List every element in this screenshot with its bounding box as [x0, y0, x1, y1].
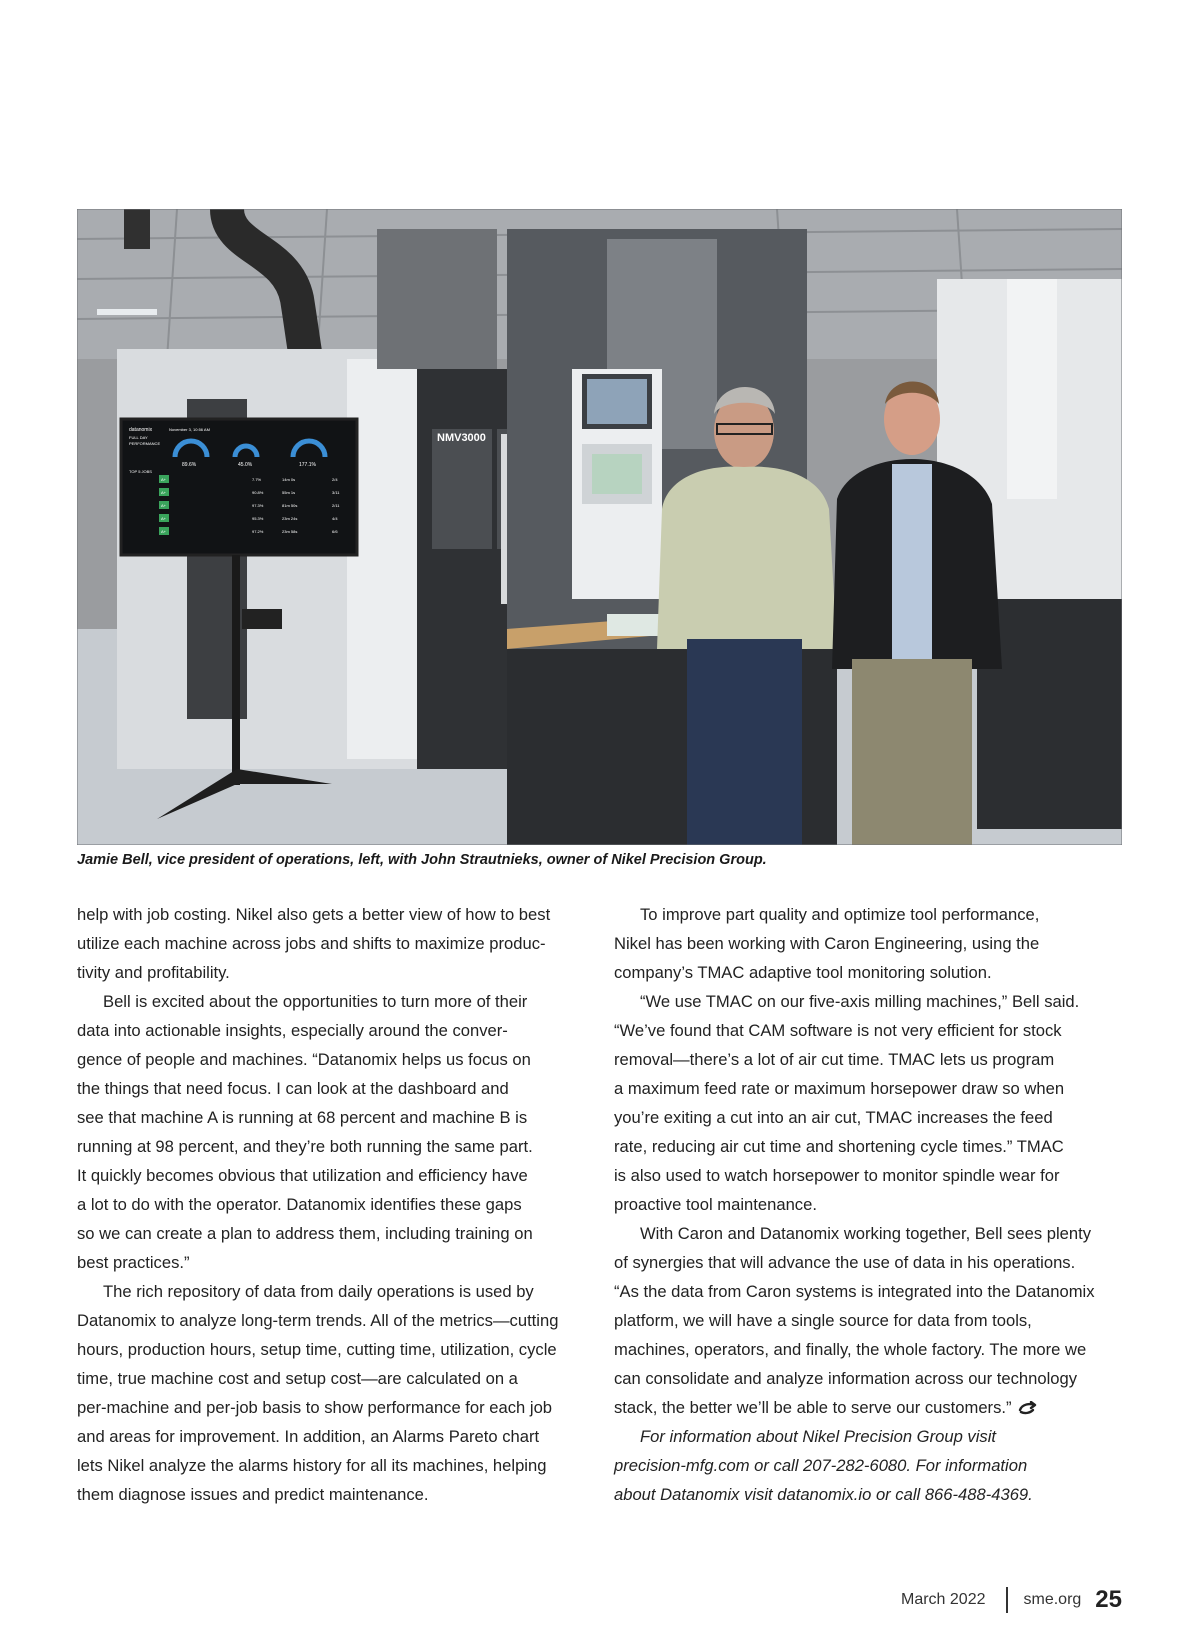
text-line: a maximum feed rate or maximum horsepower draw so when: [614, 1079, 1065, 1098]
dashboard-performance: PERFORMANCE: [129, 441, 161, 446]
gauge-1-value: 89.6%: [182, 462, 197, 468]
text-line: It quickly becomes obvious that utilization and efficiency have: [77, 1166, 528, 1185]
row-count: 3/11: [332, 490, 340, 495]
text-line: proactive tool maintenance.: [614, 1195, 817, 1214]
text-line-with-end-mark: [614, 1393, 1124, 1422]
row-time: 14m 0s: [282, 477, 296, 482]
dashboard-date: November 3, 10:56 AM: [169, 427, 210, 432]
text-line: With Caron and Datanomix working together, Bell sees plenty: [640, 1224, 1092, 1243]
text-line: Bell is excited about the opportunities to turn more of their: [103, 992, 528, 1011]
page-number: 25: [1095, 1586, 1122, 1613]
text-line: best practices.”: [77, 1253, 190, 1272]
row-time: 23m 58s: [282, 529, 298, 534]
page-footer: [901, 1585, 1122, 1615]
row-value: 97.3%: [252, 503, 264, 508]
row-count: 2/4: [332, 477, 338, 482]
machine-label: NMV3000: [437, 432, 486, 444]
gauge-2-value: 45.0%: [238, 462, 253, 468]
row-value: 95.3%: [252, 516, 264, 521]
sme-end-mark-icon: [1018, 1395, 1038, 1424]
article-left-column: [77, 900, 587, 1509]
article-right-column: [614, 900, 1124, 1509]
text-line: removal—there’s a lot of air cut time. TMAC lets us program: [614, 1050, 1055, 1069]
text-line: stack, the better we’ll be able to serve our customers.”: [614, 1398, 1012, 1417]
row-value: 7.7%: [252, 477, 262, 482]
row-value: 97.2%: [252, 529, 264, 534]
text-line: Datanomix to analyze long-term trends. All of the metrics—cutting: [77, 1311, 559, 1330]
text-line: see that machine A is running at 68 percent and machine B is: [77, 1108, 528, 1127]
dashboard-top-jobs: TOP 5 JOBS: [129, 469, 152, 474]
text-line: time, true machine cost and setup cost—are calculated on a: [77, 1369, 518, 1388]
site-name: sme.org: [1023, 1591, 1082, 1608]
row-count: 4/4: [332, 516, 338, 521]
text-line: you’re exiting a cut into an air cut, TMAC increases the feed: [614, 1108, 1053, 1127]
text-line: To improve part quality and optimize tool performance,: [640, 905, 1040, 924]
text-line: help with job costing. Nikel also gets a better view of how to best: [77, 905, 551, 924]
row-grade: A+: [161, 490, 167, 495]
issue-date: March 2022: [901, 1591, 986, 1608]
factory-photo-illustration: [77, 209, 1122, 845]
article-photo: [77, 209, 1122, 845]
text-line: For information about Nikel Precision Group visit: [640, 1427, 996, 1446]
footer-divider: [1006, 1587, 1008, 1613]
row-time: 23m 24s: [282, 516, 298, 521]
dashboard-full-day: FULL DAY: [129, 435, 148, 440]
dashboard-brand: datanomix: [129, 427, 153, 433]
text-line: gence of people and machines. “Datanomix helps us focus on: [77, 1050, 531, 1069]
text-line: “We’ve found that CAM software is not very efficient for stock: [614, 1021, 1062, 1040]
row-time: 55m 1s: [282, 490, 296, 495]
text-line: hours, production hours, setup time, cutting time, utilization, cycle: [77, 1340, 557, 1359]
text-line: of synergies that will advance the use of data in his operations.: [614, 1253, 1076, 1272]
text-line: precision-mfg.com or call 207-282-6080. For information: [614, 1456, 1028, 1475]
row-grade: A+: [161, 516, 167, 521]
text-line: about Datanomix visit datanomix.io or call 866-488-4369.: [614, 1485, 1033, 1504]
text-line: and areas for improvement. In addition, an Alarms Pareto chart: [77, 1427, 540, 1446]
text-line: company’s TMAC adaptive tool monitoring solution.: [614, 963, 992, 982]
row-time: 81m 50s: [282, 503, 298, 508]
row-grade: A+: [161, 477, 167, 482]
row-count: 2/11: [332, 503, 340, 508]
text-line: lets Nikel analyze the alarms history for all its machines, helping: [77, 1456, 547, 1475]
text-line: can consolidate and analyze information across our technology: [614, 1369, 1078, 1388]
text-line: tivity and profitability.: [77, 963, 230, 982]
text-line: rate, reducing air cut time and shortening cycle times.” TMAC: [614, 1137, 1064, 1156]
text-line: running at 98 percent, and they’re both running the same part.: [77, 1137, 533, 1156]
text-line: is also used to watch horsepower to monitor spindle wear for: [614, 1166, 1060, 1185]
row-count: 6/6: [332, 529, 338, 534]
text-line: “We use TMAC on our five-axis milling machines,” Bell said.: [640, 992, 1080, 1011]
text-line: The rich repository of data from daily operations is used by: [103, 1282, 534, 1301]
text-line: “As the data from Caron systems is integrated into the Datanomix: [614, 1282, 1095, 1301]
text-line: utilize each machine across jobs and shifts to maximize produc-: [77, 934, 546, 953]
text-line: a lot to do with the operator. Datanomix identifies these gaps: [77, 1195, 522, 1214]
text-line: machines, operators, and finally, the whole factory. The more we: [614, 1340, 1087, 1359]
text-line: so we can create a plan to address them, including training on: [77, 1224, 533, 1243]
text-line: platform, we will have a single source for data from tools,: [614, 1311, 1032, 1330]
row-value: 90.8%: [252, 490, 264, 495]
row-grade: A+: [161, 529, 167, 534]
photo-caption: Jamie Bell, vice president of operations, left, with John Strautnieks, owner of Nikel Precision Group.: [77, 852, 767, 868]
text-line: them diagnose issues and predict maintenance.: [77, 1485, 429, 1504]
text-line: data into actionable insights, especially around the conver-: [77, 1021, 508, 1040]
row-grade: A+: [161, 503, 167, 508]
text-line: Nikel has been working with Caron Engineering, using the: [614, 934, 1040, 953]
text-line: the things that need focus. I can look at the dashboard and: [77, 1079, 509, 1098]
gauge-3-value: 177.1%: [299, 462, 316, 468]
text-line: per-machine and per-job basis to show performance for each job: [77, 1398, 553, 1417]
